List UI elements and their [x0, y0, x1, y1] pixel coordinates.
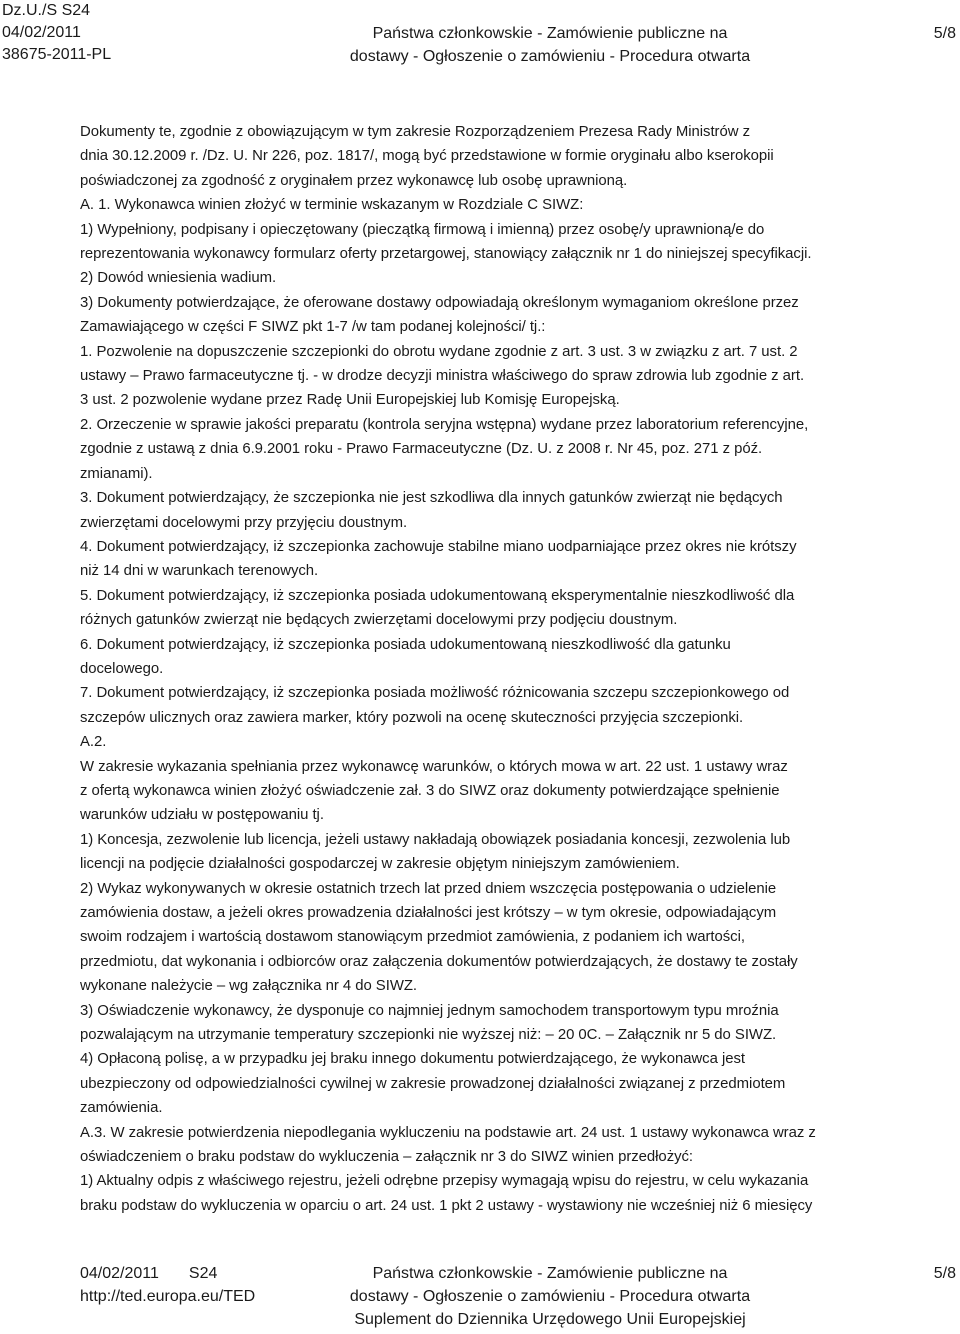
body-text-line: zmianami). — [80, 464, 153, 482]
body-text-line: 5. Dokument potwierdzający, iż szczepionka posiada udokumentowaną eksperymentalnie nieszkodliwość dla — [80, 586, 795, 604]
body-text-line: 3) Dokumenty potwierdzające, że oferowane dostawy odpowiadają określonym wymaganiom określone przez — [80, 293, 799, 311]
footer-reference-block — [80, 1262, 255, 1308]
body-text-line: ubezpieczony od odpowiedzialności cywilnej w zakresie prowadzonej działalności związanej z przedmiotem — [80, 1074, 786, 1092]
body-text-line: licencji na podjęcie działalności gospodarczej w zakresie objętym niniejszym zamówieniem. — [80, 855, 680, 873]
body-text-line: braku podstaw do wykluczenia w oparciu o art. 24 ust. 1 pkt 2 ustawy - wystawiony nie wcześniej niż 6 miesięcy — [80, 1196, 813, 1214]
body-text-line: 1. Pozwolenie na dopuszczenie szczepionki do obrotu wydane zgodnie z art. 3 ust. 3 w związku z art. 7 ust. 2 — [80, 342, 798, 360]
document-body — [80, 120, 960, 1218]
body-text-line: 2) Wykaz wykonywanych w okresie ostatnich trzech lat przed dniem wszczęcia postępowania o udzielenie — [80, 879, 777, 897]
body-text-line: 1) Koncesja, zezwolenie lub licencja, jeżeli ustawy nakładają obowiązek posiadania koncesji, zezwolenia lub — [80, 830, 791, 848]
header-date: 04/02/2011 — [2, 24, 81, 41]
page-footer — [0, 1262, 960, 1334]
body-text-line: zgodnie z ustawą z dnia 6.9.2001 roku - Prawo Farmaceutyczne (Dz. U. z 2008 r. Nr 45, poz. 271 z póź. — [80, 440, 763, 458]
body-text-line: 2) Dowód wniesienia wadium. — [80, 269, 277, 287]
body-text-line: 1) Wypełniony, podpisany i opieczętowany (pieczątką firmową i imienną) przez osobę/y uprawnioną/e do — [80, 220, 765, 238]
body-text-line: 4. Dokument potwierdzający, iż szczepionka zachowuje stabilne miano uodparniające przez okres nie krótszy — [80, 537, 797, 555]
body-text-line: oświadczeniem o braku podstaw do wykluczenia – załącznik nr 3 do SIWZ winien przedłożyć: — [80, 1148, 694, 1166]
header-page-number: 5/8 — [933, 25, 956, 42]
body-text-line: zamówienia dostaw, a jeżeli okres prowadzenia działalności jest krótszy – w tym okresie, odpowiadającym — [80, 904, 777, 921]
header-title-block — [320, 22, 780, 68]
body-text-line: 2. Orzeczenie w sprawie jakości preparatu (kontrola seryjna wstępna) wydane przez laboratorium referencyjne, — [80, 415, 809, 433]
body-text-line: wykonane należycie – wg załącznika nr 4 do SIWZ. — [80, 977, 418, 995]
body-text-line: różnych gatunków zwierząt nie będących zwierzętami docelowymi przy podjęciu doustnym. — [80, 611, 678, 629]
header-reference-block — [2, 0, 111, 66]
body-text-line: docelowego. — [80, 659, 164, 677]
body-text-line: warunków udziału w postępowaniu tj. — [80, 806, 324, 824]
body-text-line: zamówienia. — [80, 1099, 163, 1117]
body-text-line: niż 14 dni w warunkach terenowych. — [80, 562, 319, 580]
footer-title-block — [300, 1262, 800, 1331]
body-text-line: Dokumenty te, zgodnie z obowiązującym w tym zakresie Rozporządzeniem Prezesa Rady Ministrów z — [80, 123, 750, 140]
body-text-line: dnia 30.12.2009 r. /Dz. U. Nr 226, poz. 1817/, mogą być przedstawione w formie oryginału albo kserokopii — [80, 147, 774, 165]
body-text-line: reprezentowania wykonawcy formularz oferty przetargowej, stanowiący załącznik nr 1 do niniejszej specyfikacji. — [80, 245, 812, 263]
body-text-line: pozwalającym na utrzymanie temperatury szczepionki nie wyższej niż: – 20 0C. – Załącznik nr 5 do SIWZ. — [80, 1026, 777, 1044]
body-text-line: Zamawiającego w części F SIWZ pkt 1-7 /w tam podanej kolejności/ tj.: — [80, 318, 546, 336]
footer-title-line-3: Suplement do Dziennika Urzędowego Unii Europejskiej — [354, 1311, 746, 1328]
footer-url: http://ted.europa.eu/TED — [80, 1288, 256, 1305]
header-title-line-1: Państwa członkowskie - Zamówienie publiczne na — [372, 25, 728, 42]
body-text-line: z ofertą wykonawca winien złożyć oświadczenie zał. 3 do SIWZ oraz dokumenty potwierdzające spełnienie — [80, 781, 780, 799]
header-title-line-2: dostawy - Ogłoszenie o zamówieniu - Procedura otwarta — [349, 48, 751, 65]
body-text-line: 3. Dokument potwierdzający, że szczepionka nie jest szkodliwa dla innych gatunków zwierząt nie będących — [80, 489, 783, 507]
body-text-line: szczepów ulicznych oraz zawiera marker, który pozwoli na ocenę skuteczności przyjęcia szczepionki. — [80, 708, 744, 726]
body-text-line: W zakresie wykazania spełniania przez wykonawcę warunków, o których mowa w art. 22 ust. 1 ustawy wraz — [80, 757, 788, 775]
body-text-line: zwierzętami docelowymi przy przyjęciu doustnym. — [80, 513, 408, 531]
body-text-line: 3) Oświadczenie wykonawcy, że dysponuje co najmniej jednym samochodem transportowym typu mroźnia — [80, 1001, 779, 1019]
body-text-line: A. 1. Wykonawca winien złożyć w terminie wskazanym w Rozdziale C SIWZ: — [80, 196, 584, 214]
body-text-line: swoim rodzajem i wartością dostawom stanowiącym przedmiot zamówienia, z podaniem ich wartości, — [80, 928, 745, 946]
footer-title-line-2: dostawy - Ogłoszenie o zamówieniu - Procedura otwarta — [349, 1288, 751, 1305]
body-text-line: 7. Dokument potwierdzający, iż szczepionka posiada możliwość różnicowania szczepu szczepionkowego od — [80, 684, 790, 702]
body-text-line: A.2. — [80, 733, 107, 751]
footer-series: S24 — [188, 1265, 218, 1282]
body-text-line: 1) Aktualny odpis z właściwego rejestru, jeżeli odrębne przepisy wymagają wpisu do rejestru, w celu wykazania — [80, 1172, 809, 1190]
body-text-line: 3 ust. 2 pozwolenie wydane przez Radę Unii Europejskiej lub Komisję Europejską. — [80, 391, 620, 409]
body-text-line: A.3. W zakresie potwierdzenia niepodlegania wykluczeniu na podstawie art. 24 ust. 1 ustawy wykonawca wraz z — [80, 1123, 816, 1141]
footer-date: 04/02/2011 — [80, 1265, 159, 1282]
header-notice-ref: 38675-2011-PL — [2, 46, 112, 63]
body-text-line: poświadczonej za zgodność z oryginałem przez wykonawcę lub osobę uprawnioną. — [80, 171, 628, 189]
header-journal: Dz.U./S S24 — [2, 2, 91, 19]
body-text-line: 4) Opłaconą polisę, a w przypadku jej braku innego dokumentu potwierdzającego, że wykonawca jest — [80, 1050, 745, 1068]
footer-title-line-1: Państwa członkowskie - Zamówienie publiczne na — [372, 1265, 728, 1282]
body-text-line: ustawy – Prawo farmaceutyczne tj. - w drodze decyzji ministra właściwego do spraw zdrowia lub zgodnie z art. — [80, 367, 805, 385]
body-text-line: przedmiotu, dat wykonania i odbiorców oraz załączenia dokumentów potwierdzających, że dostawy te zostały — [80, 952, 798, 970]
body-text-line: 6. Dokument potwierdzający, iż szczepionka posiada udokumentowaną nieszkodliwość dla gatunku — [80, 635, 731, 653]
footer-page-number: 5/8 — [933, 1265, 956, 1282]
